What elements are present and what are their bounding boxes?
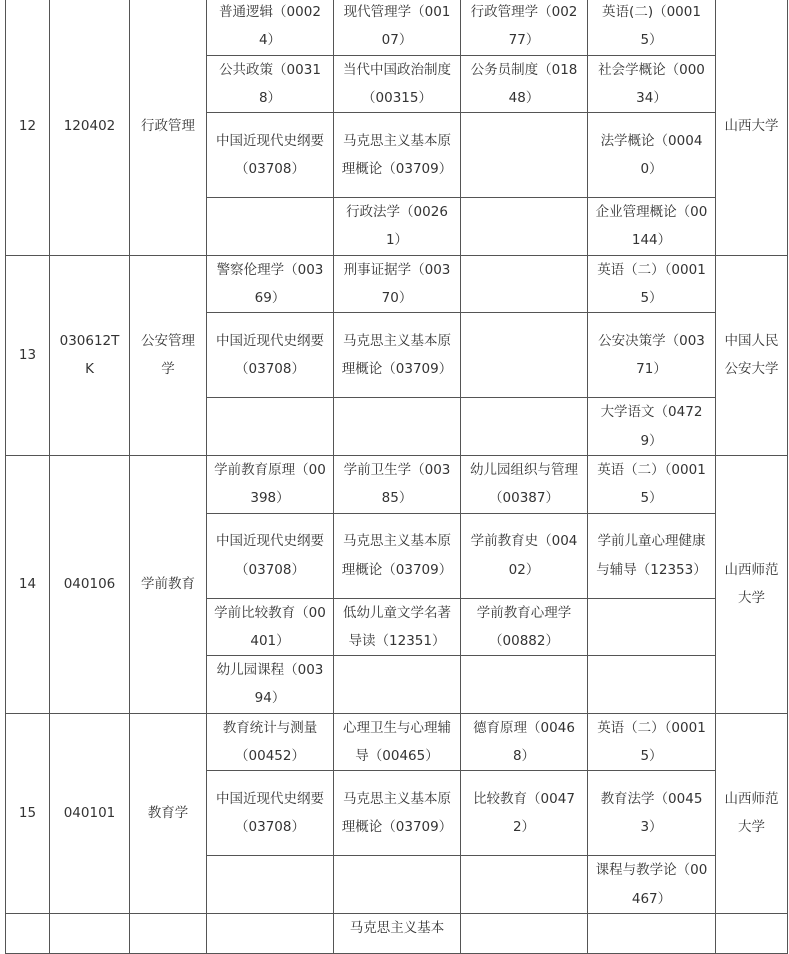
course-cell: 马克思主义基本原理概论（03709） (334, 771, 461, 856)
course-cell: 英语（二）（00015） (588, 455, 716, 513)
table-row (6, 713, 788, 771)
course-table (5, 0, 788, 954)
course-cell (207, 856, 334, 914)
major-name: 学前教育 (130, 455, 207, 713)
course-cell (207, 398, 334, 456)
course-cell: 马克思主义基本原理概论（03709） (334, 313, 461, 398)
course-cell (334, 656, 461, 714)
course-cell (461, 313, 588, 398)
row-number (6, 913, 50, 953)
major-code (50, 913, 130, 953)
course-cell (461, 398, 588, 456)
course-cell: 马克思主义基本原理概论（03709） (334, 513, 461, 598)
major-code: 040101 (50, 713, 130, 913)
course-cell: 大学语文（04729） (588, 398, 716, 456)
course-cell (461, 113, 588, 198)
course-cell: 学前儿童心理健康与辅导（12353） (588, 513, 716, 598)
course-cell: 课程与教学论（00467） (588, 856, 716, 914)
course-cell (461, 198, 588, 256)
course-cell: 公务员制度（01848） (461, 55, 588, 113)
course-cell: 中国近现代史纲要（03708） (207, 771, 334, 856)
table-row (6, 913, 788, 953)
course-cell: 当代中国政治制度（00315） (334, 55, 461, 113)
course-cell: 企业管理概论（00144） (588, 198, 716, 256)
course-cell (588, 913, 716, 953)
course-cell: 现代管理学（00107） (334, 0, 461, 55)
course-cell: 马克思主义基本原理概论（03709） (334, 113, 461, 198)
course-cell: 学前教育心理学（00882） (461, 598, 588, 656)
row-number: 13 (6, 255, 50, 455)
major-code: 030612TK (50, 255, 130, 455)
table-row (6, 255, 788, 313)
table-row (6, 0, 788, 55)
major-name: 公安管理学 (130, 255, 207, 455)
row-number: 14 (6, 455, 50, 713)
row-number: 15 (6, 713, 50, 913)
course-cell: 行政管理学（00277） (461, 0, 588, 55)
course-cell: 中国近现代史纲要（03708） (207, 513, 334, 598)
major-code: 120402 (50, 0, 130, 255)
course-cell: 教育统计与测量（00452） (207, 713, 334, 771)
course-cell: 英语（二）（00015） (588, 713, 716, 771)
major-name: 行政管理 (130, 0, 207, 255)
course-cell: 学前卫生学（00385） (334, 455, 461, 513)
course-cell: 英语(二)（00015） (588, 0, 716, 55)
course-cell: 中国近现代史纲要（03708） (207, 313, 334, 398)
course-cell: 德育原理（00468） (461, 713, 588, 771)
course-cell: 幼儿园课程（00394） (207, 656, 334, 714)
course-cell (461, 656, 588, 714)
course-cell: 公安决策学（00371） (588, 313, 716, 398)
row-number: 12 (6, 0, 50, 255)
course-cell (207, 913, 334, 953)
course-cell: 英语（二）（00015） (588, 255, 716, 313)
major-name: 教育学 (130, 713, 207, 913)
course-cell: 公共政策（00318） (207, 55, 334, 113)
school-name: 山西师范大学 (716, 713, 788, 913)
course-cell: 学前比较教育（00401） (207, 598, 334, 656)
course-cell: 马克思主义基本 (334, 913, 461, 953)
course-cell: 刑事证据学（00370） (334, 255, 461, 313)
school-name: 山西大学 (716, 0, 788, 255)
course-cell: 幼儿园组织与管理（00387） (461, 455, 588, 513)
course-cell (588, 656, 716, 714)
course-cell: 行政法学（00261） (334, 198, 461, 256)
school-name (716, 913, 788, 953)
course-cell (588, 598, 716, 656)
course-cell: 警察伦理学（00369） (207, 255, 334, 313)
course-cell: 比较教育（00472） (461, 771, 588, 856)
course-cell: 社会学概论（00034） (588, 55, 716, 113)
course-cell: 普通逻辑（00024） (207, 0, 334, 55)
course-cell (334, 398, 461, 456)
course-cell: 中国近现代史纲要（03708） (207, 113, 334, 198)
school-name: 山西师范大学 (716, 455, 788, 713)
course-cell (207, 198, 334, 256)
course-cell (334, 856, 461, 914)
course-cell: 学前教育原理（00398） (207, 455, 334, 513)
course-cell: 法学概论（00040） (588, 113, 716, 198)
course-cell: 心理卫生与心理辅导（00465） (334, 713, 461, 771)
course-cell (461, 255, 588, 313)
school-name: 中国人民公安大学 (716, 255, 788, 455)
table-row (6, 455, 788, 513)
major-name (130, 913, 207, 953)
course-cell (461, 913, 588, 953)
course-cell: 学前教育史（00402） (461, 513, 588, 598)
course-cell: 低幼儿童文学名著导读（12351） (334, 598, 461, 656)
major-code: 040106 (50, 455, 130, 713)
course-cell: 教育法学（00453） (588, 771, 716, 856)
course-cell (461, 856, 588, 914)
